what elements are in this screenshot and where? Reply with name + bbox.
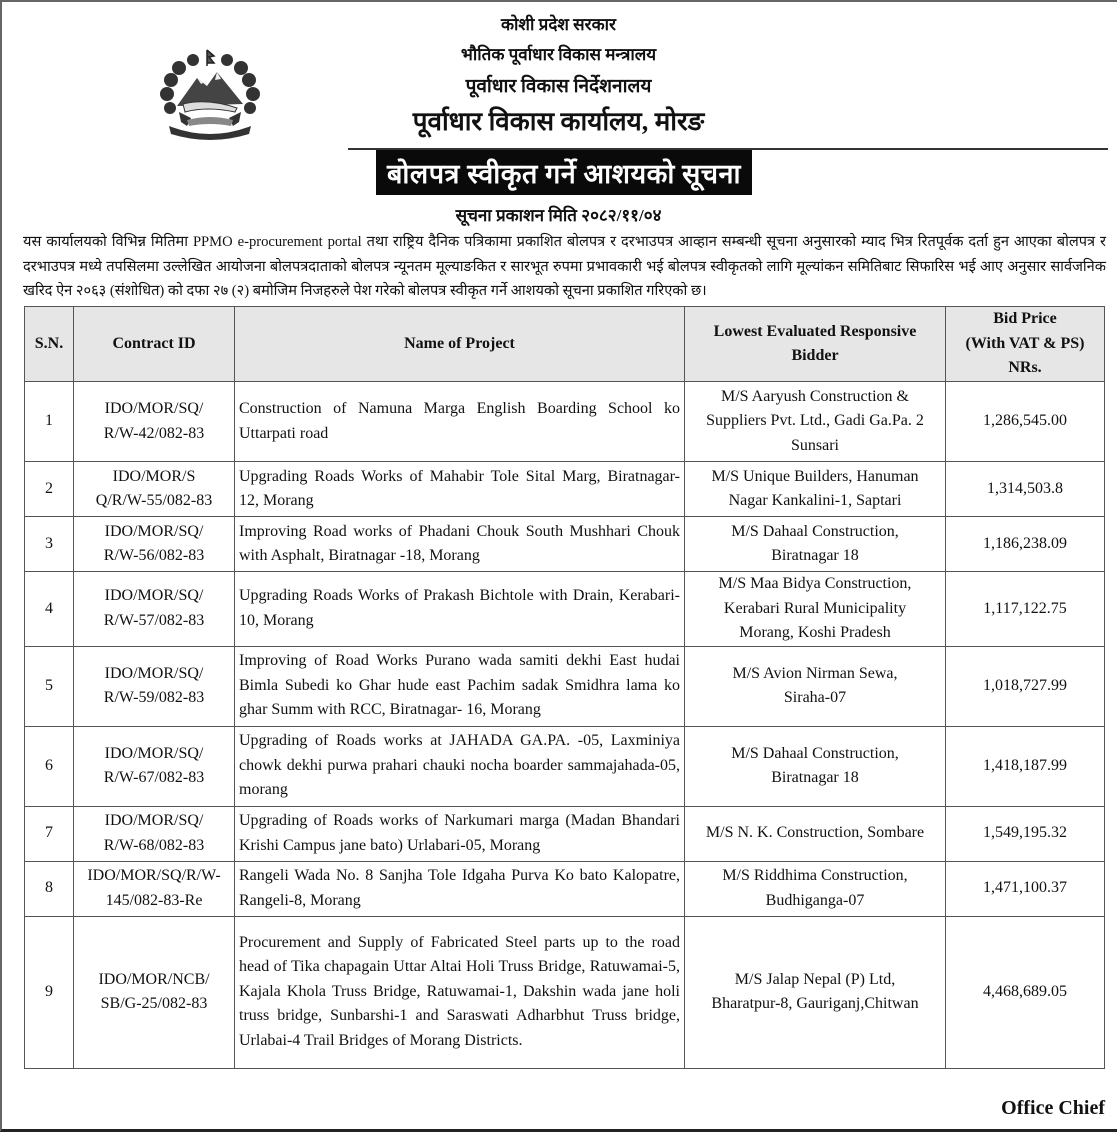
cell-bid-price: 1,418,187.99 [946,726,1105,806]
cell-sn: 5 [25,646,74,726]
bidder-line1: M/S Jalap Nepal (P) Ltd, [734,970,896,988]
cell-bid-price: 1,117,122.75 [946,572,1105,647]
bidder-line2: Nagar Kankalini-1, Saptari [728,492,902,509]
bidder-line1: M/S Dahaal Construction, [731,522,899,540]
table-row [25,726,1105,806]
bidder-line1: M/S N. K. Construction, Sombare [705,824,925,842]
table-row [25,517,1105,572]
cell-sn: 6 [25,726,74,806]
bidder-line3: Morang, Koshi Pradesh [739,624,891,641]
directorate-name: पूर्वाधार विकास निर्देशनालय [465,76,652,97]
cell-contract-id [74,916,235,1068]
header-price-line2: (With VAT & PS) [965,334,1085,352]
bidder-line2: Biratnagar 18 [771,769,859,786]
cell-contract-id [74,726,235,806]
table-row [25,861,1105,916]
table-row [25,462,1105,517]
cell-bid-price: 4,468,689.05 [946,916,1105,1068]
contract-id-line2: R/W-56/082-83 [103,547,205,564]
cell-bidder [685,916,946,1068]
office-name: पूर्वाधार विकास कार्यालय, मोरङ [412,107,705,136]
table-row [25,806,1105,861]
cell-contract-id [74,382,235,462]
ministry-name: भौतिक पूर्वाधार विकास मन्त्रालय [460,45,657,64]
cell-project-name: Upgrading Roads Works of Prakash Bichtole with Drain, Kerabari- 10, Morang [235,572,685,647]
cell-bidder [685,646,946,726]
header-bidder-line2: Bidder [791,347,839,364]
contract-id-line1: IDO/MOR/SQ/ [104,587,204,605]
bidder-line2: Siraha-07 [783,689,847,706]
cell-project-name: Procurement and Supply of Fabricated Steel parts up to the road head of Tika chapagain Uttar Altai Holi Truss Bridge, Ratuwamai-5, Kajala Khola Truss Bridge, Ratuwamai-1, Dakshin wada jane holi truss bridge, Sunbarshi-1 and Saraswati Adharbhut Truss bridge, Urlabai-4 Trail Bridges of Morang Districts. [235,916,685,1068]
contract-id-line1: IDO/MOR/SQ/ [104,664,204,682]
cell-bid-price: 1,471,100.37 [946,861,1105,916]
header-price-line3: NRs. [1008,359,1042,377]
cell-bid-price: 1,549,195.32 [946,806,1105,861]
cell-project-name: Improving of Road Works Purano wada samiti dekhi East hudai Bimla Subedi ko Ghar hude east Pachim sadak Smidhra lama ko ghar Summ with RCC, Biratnagar- 16, Morang [235,646,685,726]
cell-bidder [685,861,946,916]
notice-title: बोलपत्र स्वीकृत गर्ने आशयको सूचना [376,150,752,195]
contract-id-line2: Q/R/W-55/082-83 [95,492,213,509]
cell-bidder [685,572,946,647]
contract-id-line2: R/W-57/082-83 [103,611,205,629]
cell-bid-price: 1,286,545.00 [946,382,1105,462]
contract-id-line2: R/W-67/082-83 [103,769,205,786]
contract-id-line2: R/W-42/082-83 [103,424,205,442]
cell-bidder [685,382,946,462]
bidder-line1: M/S Maa Bidya Construction, [718,575,912,592]
bidder-line1: M/S Dahaal Construction, [731,744,899,762]
cell-bidder [685,462,946,517]
contract-id-line1: IDO/MOR/SQ/ [104,522,204,540]
bidder-line1: M/S Riddhima Construction, [722,867,908,884]
cell-contract-id [74,646,235,726]
cell-bidder [685,726,946,806]
cell-contract-id [74,861,235,916]
contract-id-line1: IDO/MOR/SQ/ [104,744,204,762]
bid-table [24,306,1105,1069]
header-project: Name of Project [235,307,685,382]
cell-sn: 4 [25,572,74,647]
header-bidder-line1: Lowest Evaluated Responsive [713,322,917,340]
cell-project-name: Improving Road works of Phadani Chouk South Mushhari Chouk with Asphalt, Biratnagar -18, Morang [235,517,685,572]
cell-sn: 7 [25,806,74,861]
contract-id-line2: R/W-68/082-83 [103,836,205,854]
header-sn: S.N. [25,307,74,382]
govt-name: कोशी प्रदेश सरकार [500,15,617,34]
cell-contract-id [74,517,235,572]
contract-id-line2: SB/G-25/082-83 [100,995,208,1012]
table-row [25,382,1105,462]
cell-project-name: Upgrading of Roads works at JAHADA GA.PA. -05, Laxminiya chowk dekhi purwa prahari chauki nocha boarder sammajahada-05, morang [235,726,685,806]
cell-bid-price: 1,018,727.99 [946,646,1105,726]
cell-sn: 8 [25,861,74,916]
table-header-row [25,307,1105,382]
contract-id-line1: IDO/MOR/SQ/ [104,400,204,417]
bidder-line1: M/S Aaryush Construction & [720,387,909,405]
table-row [25,646,1105,726]
cell-project-name: Upgrading of Roads works of Narkumari marga (Madan Bhandari Krishi Campus jane bato) Urlabari-05, Morang [235,806,685,861]
contract-id-line1: IDO/MOR/SQ/ [104,812,204,829]
bidder-line2: Suppliers Pvt. Ltd., Gadi Ga.Pa. 2 [706,412,924,430]
bidder-line2: Kerabari Rural Municipality [723,599,907,617]
cell-contract-id [74,462,235,517]
cell-project-name: Rangeli Wada No. 8 Sanjha Tole Idgaha Purva Ko bato Kalopatre, Rangeli-8, Morang [235,861,685,916]
cell-contract-id [74,572,235,647]
header-price-line1: Bid Price [993,310,1057,328]
cell-bid-price: 1,186,238.09 [946,517,1105,572]
bidder-line1: M/S Avion Nirman Sewa, [732,664,898,682]
cell-sn: 9 [25,916,74,1068]
cell-sn: 1 [25,382,74,462]
cell-bid-price: 1,314,503.8 [946,462,1105,517]
publication-date: सूचना प्रकाशन मिति २०८२/११/०४ [455,206,662,225]
bidder-line2: Biratnagar 18 [771,547,859,564]
header-bidder [685,307,946,382]
contract-id-line1: IDO/MOR/SQ/R/W- [87,867,221,884]
bidder-line2: Bharatpur-8, Gauriganj,Chitwan [711,995,919,1012]
cell-sn: 3 [25,517,74,572]
cell-project-name: Upgrading Roads Works of Mahabir Tole Sital Marg, Biratnagar- 12, Morang [235,462,685,517]
cell-project-name: Construction of Namuna Marga English Boarding School ko Uttarpati road [235,382,685,462]
header-price [946,307,1105,382]
bidder-line3: Sunsari [791,436,839,454]
bidder-line1: M/S Unique Builders, Hanuman [711,467,919,485]
table-row [25,572,1105,647]
contract-id-line2: 145/082-83-Re [105,891,203,909]
notice-intro-paragraph: यस कार्यालयको विभिन्न मितिमा PPMO e-procurement portal तथा राष्ट्रिय दैनिक पत्रिकामा प्रकाशित बोलपत्र र दरभाउपत्र आव्हान सम्बन्धी सूचना अनुसारको म्याद भित्र रितपूर्वक दर्ता हुन आएका बोलपत्र र दरभाउपत्र मध्ये तपसिलमा उल्लेखित आयोजना बोलपत्रदाताको बोलपत्र न्यूनतम मूल्याङकित र सारभूत रुपमा प्रभावकारी भई बोलपत्र स्वीकृतको लागि मूल्यांकन समितिबाट सिफारिस भई आए अनुसार सार्वजनिक खरिद ऐन २०६३ (संशोधित) को दफा २७ (२) बमोजिम निजहरुले पेश गरेको बोलपत्र स्वीकृत गर्ने आशयको सूचना प्रकाशित गरिएको छ। [23,234,1106,299]
bidder-line2: Budhiganga-07 [765,891,865,909]
contract-id-line2: R/W-59/082-83 [103,689,205,706]
contract-id-line1: IDO/MOR/S [112,467,196,485]
cell-contract-id [74,806,235,861]
cell-bidder [685,806,946,861]
signature-office-chief: Office Chief [1001,1097,1105,1119]
contract-id-line1: IDO/MOR/NCB/ [98,970,210,988]
table-row [25,916,1105,1068]
header-contract-id: Contract ID [74,307,235,382]
cell-sn: 2 [25,462,74,517]
cell-bidder [685,517,946,572]
